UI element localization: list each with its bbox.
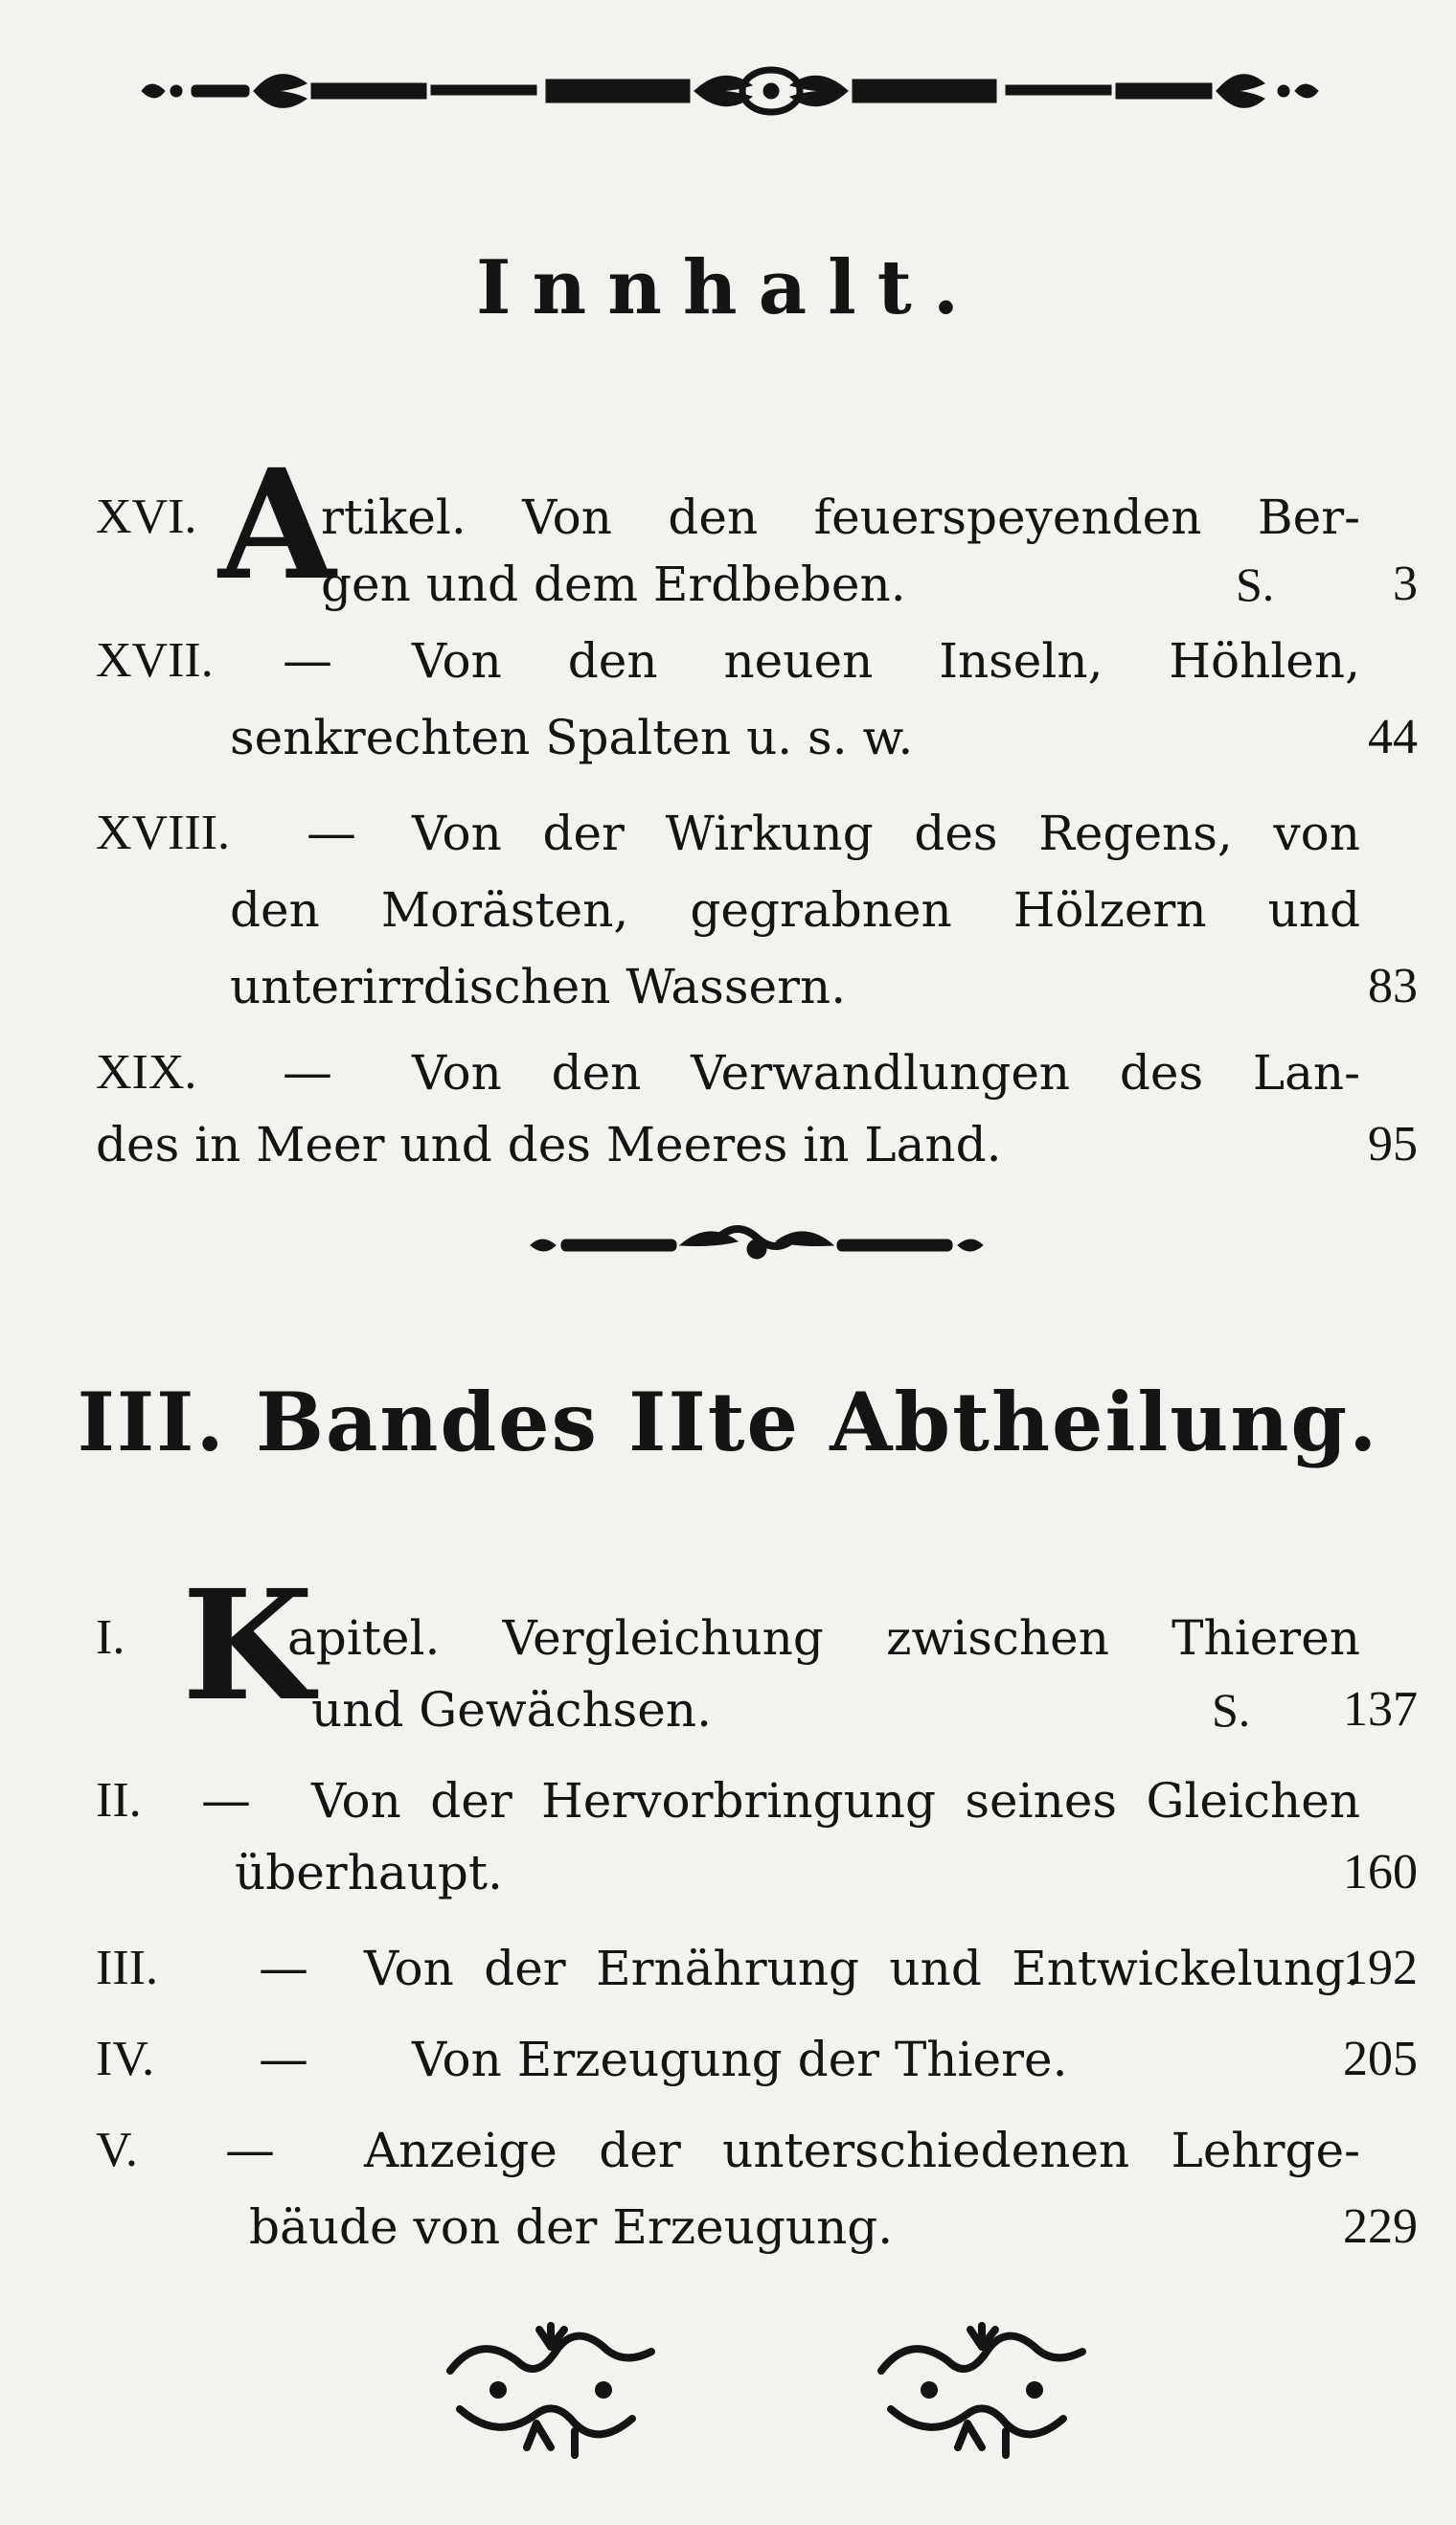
entry-text-line: unterirrdischen Wassern. <box>230 959 847 1014</box>
entry-dash: — <box>283 1044 332 1102</box>
section-title: III. Bandes IIte Abtheilung. <box>77 1375 1379 1469</box>
entry-text-line: apitel. Vergleichung zwischen Thieren <box>287 1610 1360 1666</box>
entry-text-line: den Morästen, gegrabnen Hölzern und <box>230 882 1360 938</box>
entry-numeral: XVI. <box>96 489 197 544</box>
entry-dash: — <box>259 1940 308 1997</box>
entry-text-line: gen und dem Erdbeben. <box>321 557 906 612</box>
entry-text-line: des in Meer und des Meeres in Land. <box>96 1117 1002 1172</box>
entry-dash: — <box>201 1772 251 1830</box>
page-number: 83 <box>1368 959 1418 1013</box>
entry-text-line: bäude von der Erzeugung. <box>249 2199 894 2255</box>
entry-numeral: V. <box>96 2123 138 2177</box>
entry-text-line: Von Erzeugung der Thiere. <box>412 2032 1068 2087</box>
drop-initial: A <box>218 437 336 614</box>
entry-text-line: Anzeige der unterschiedenen Lehrge- <box>364 2123 1360 2178</box>
entry-numeral: II. <box>96 1773 142 1828</box>
page-number: 160 <box>1343 1845 1418 1899</box>
entry-numeral: XVII. <box>96 633 214 688</box>
flourish-right-icon <box>872 2318 1092 2462</box>
page-number: 229 <box>1343 2199 1418 2254</box>
entry-numeral: III. <box>96 1941 158 1995</box>
page-number: 192 <box>1343 1941 1418 1995</box>
entry-numeral: XIX. <box>96 1045 197 1100</box>
entry-text-line: rtikel. Von den feuerspeyenden Ber- <box>321 489 1360 545</box>
page-number: 44 <box>1368 710 1418 764</box>
entry-numeral: IV. <box>96 2032 155 2086</box>
entry-text-line: Von den neuen Inseln, Höhlen, <box>412 633 1360 689</box>
entry-text-line: und Gewächsen. <box>311 1682 712 1738</box>
entry-text-line: Von den Verwandlungen des Lan- <box>412 1045 1360 1101</box>
page-number: 205 <box>1343 2032 1418 2086</box>
entry-text-line: Von der Wirkung des Regens, von <box>412 806 1360 861</box>
entry-text-line: überhaupt. <box>235 1845 503 1900</box>
page-ref-label: S. <box>1212 1683 1251 1737</box>
entry-dash: — <box>307 805 356 862</box>
entry-text-line: Von der Hervorbringung seines Gleichen <box>311 1773 1360 1829</box>
entry-numeral: I. <box>96 1610 125 1665</box>
divider-ornament-icon <box>527 1217 987 1274</box>
page-number: 3 <box>1393 557 1418 611</box>
entry-text-line: Von der Ernährung und Entwickelung. <box>364 1941 1360 1996</box>
page-number: 137 <box>1343 1682 1418 1737</box>
page-ref-label: S. <box>1236 557 1275 611</box>
page-number: 95 <box>1368 1117 1418 1172</box>
entry-dash: — <box>259 2031 308 2088</box>
entry-text-line: senkrechten Spalten u. s. w. <box>230 710 914 765</box>
drop-initial: K <box>182 1558 314 1735</box>
entry-dash: — <box>283 632 332 690</box>
entry-numeral: XVIII. <box>96 806 231 860</box>
page-title: Innhalt. <box>476 244 980 331</box>
top-ornament-icon <box>134 53 1331 129</box>
entry-dash: — <box>225 2122 275 2179</box>
flourish-left-icon <box>441 2318 661 2462</box>
